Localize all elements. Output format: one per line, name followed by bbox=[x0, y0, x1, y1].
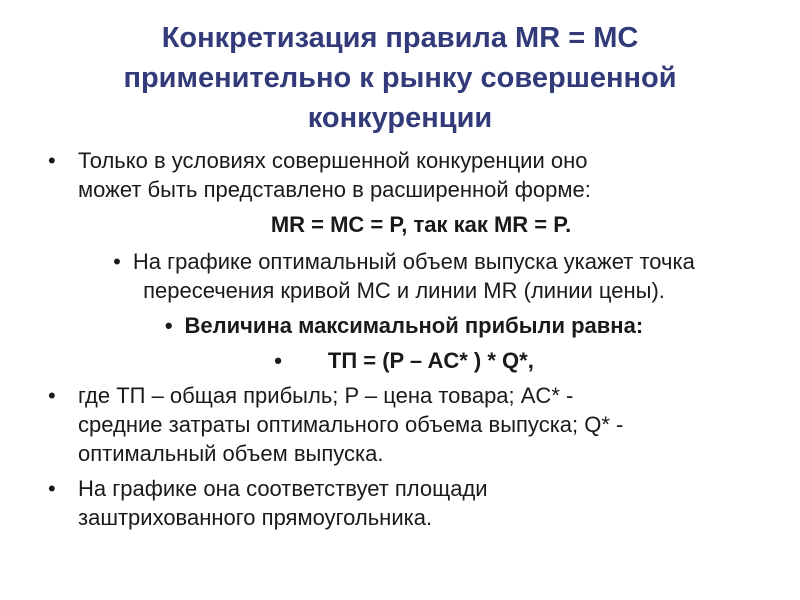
bullet-notation bbox=[44, 381, 764, 468]
bullet-text-line: может быть представлено в расширенной форме: bbox=[78, 177, 591, 202]
bullet-graph-area bbox=[44, 474, 764, 532]
bullet-perfect-competition bbox=[44, 146, 764, 204]
bullet-text-line: На графике она соответствует площади bbox=[78, 476, 488, 501]
bullet-icon: • bbox=[164, 313, 173, 338]
bullet-max-profit bbox=[44, 311, 764, 340]
bullet-text-line: оптимальный объем выпуска. bbox=[78, 441, 384, 466]
title-line-2: применительно к рынку совершенной bbox=[123, 62, 677, 94]
bullet-icon: • bbox=[48, 476, 56, 501]
bullet-text-line: где ТП – общая прибыль; P – цена товара; AC* - bbox=[78, 383, 574, 408]
bullet-text-line: пересечения кривой MC и линии MR (линии цены). bbox=[143, 278, 665, 303]
formula-total-profit: ТП = (P – AC* ) * Q*, bbox=[327, 348, 534, 373]
bullet-icon: • bbox=[113, 249, 121, 274]
bullet-text-line: На графике оптимальный объем выпуска укажет точка bbox=[132, 249, 695, 274]
bullet-icon: • bbox=[48, 383, 56, 408]
title-line-3: конкуренции bbox=[307, 102, 493, 134]
bullet-text-line: Величина максимальной прибыли равна: bbox=[184, 313, 644, 338]
bullet-graph-optimal-output bbox=[44, 247, 764, 305]
bullet-text-line: Только в условиях совершенной конкуренции оно bbox=[78, 148, 588, 173]
slide-title bbox=[60, 18, 740, 138]
bullet-text-line: средние затраты оптимального объема выпуска; Q* - bbox=[78, 412, 624, 437]
bullet-text-line: заштрихованного прямоугольника. bbox=[78, 505, 433, 530]
slide-body bbox=[44, 146, 764, 538]
bullet-profit-formula bbox=[44, 346, 764, 375]
title-line-1: Конкретизация правила MR = MC bbox=[161, 22, 639, 54]
bullet-icon: • bbox=[48, 148, 56, 173]
formula-mr-mc-p: MR = MC = P, так как MR = P. bbox=[270, 212, 572, 237]
bullet-icon: • bbox=[274, 348, 282, 373]
